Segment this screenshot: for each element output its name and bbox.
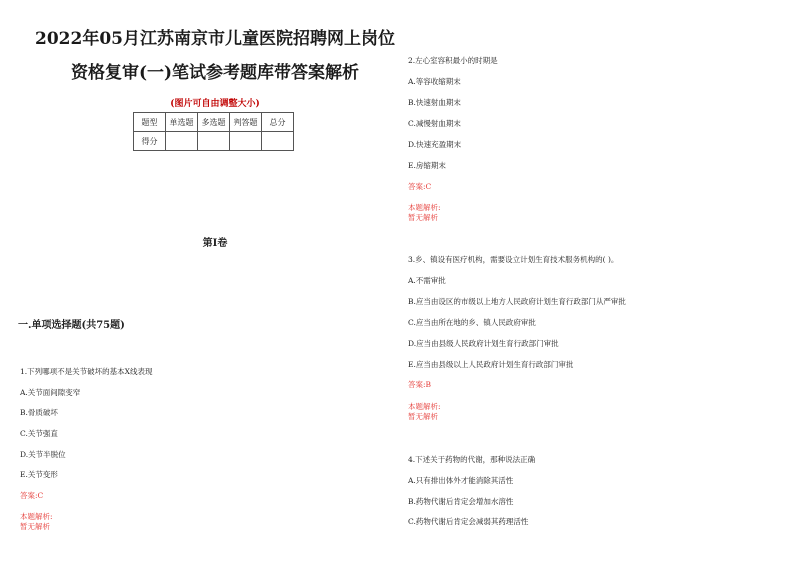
question-option: C.减慢射血期末 xyxy=(408,119,461,128)
score-table-header: 总分 xyxy=(262,113,294,132)
question-option: A.不需审批 xyxy=(408,276,446,285)
question-option: E.应当由县级以上人民政府计划生育行政部门审批 xyxy=(408,360,574,369)
question-stem: 2.左心室容积最小的时期是 xyxy=(408,56,498,65)
section-heading: 一.单项选择题(共75题) xyxy=(18,320,125,331)
question-stem: 3.乡、镇设有医疗机构，需要设立计划生育技术服务机构的( )。 xyxy=(408,255,619,264)
document-title-line-1: 2022年05月江苏南京市儿童医院招聘网上岗位 xyxy=(35,29,395,49)
analysis-text: 暂无解析 xyxy=(408,213,438,222)
question-option: B.骨质破坏 xyxy=(20,408,58,417)
question-option: C.应当由所在地的乡、镇人民政府审批 xyxy=(408,318,536,327)
image-size-note: (图片可自由调整大小) xyxy=(170,99,260,109)
analysis-text: 暂无解析 xyxy=(20,522,50,531)
document-title-line-2: 资格复审(一)笔试参考题库带答案解析 xyxy=(70,63,360,83)
question-option: A.只有排出体外才能消除其活性 xyxy=(408,476,514,485)
answer-label: 答案:B xyxy=(408,380,432,389)
score-table-header-row xyxy=(134,113,294,132)
analysis-label: 本题解析: xyxy=(20,512,53,521)
question-option: C.药物代谢后肯定会减弱其药理活性 xyxy=(408,517,529,526)
analysis-label: 本题解析: xyxy=(408,203,441,212)
answer-label: 答案:C xyxy=(20,491,44,500)
score-cell xyxy=(262,132,294,151)
analysis-label: 本题解析: xyxy=(408,402,441,411)
score-table-score-row xyxy=(134,132,294,151)
score-cell xyxy=(230,132,262,151)
score-cell xyxy=(198,132,230,151)
score-row-label: 得分 xyxy=(134,132,166,151)
score-table-header: 题型 xyxy=(134,113,166,132)
score-table-header: 判答题 xyxy=(230,113,262,132)
question-option: B.快速射血期末 xyxy=(408,98,461,107)
question-option: E.关节变形 xyxy=(20,470,58,479)
volume-heading: 第I卷 xyxy=(202,238,228,249)
question-stem: 1.下列哪项不是关节破坏的基本X线表现 xyxy=(20,367,153,376)
score-table-header: 多选题 xyxy=(198,113,230,132)
question-option: D.应当由县级人民政府计划生育行政部门审批 xyxy=(408,339,559,348)
question-option: B.药物代谢后肯定会增加水溶性 xyxy=(408,497,514,506)
question-option: A.关节面间隙变窄 xyxy=(20,388,81,397)
question-option: B.应当由设区的市级以上地方人民政府计划生育行政部门从严审批 xyxy=(408,297,626,306)
question-option: D.快速充盈期末 xyxy=(408,140,462,149)
score-cell xyxy=(166,132,198,151)
analysis-text: 暂无解析 xyxy=(408,412,438,421)
question-option: A.等容收缩期末 xyxy=(408,77,461,86)
question-stem: 4.下述关于药物的代谢，那种说法正确 xyxy=(408,455,536,464)
score-table xyxy=(133,112,294,151)
question-option: D.关节半脱位 xyxy=(20,450,66,459)
question-option: C.关节强直 xyxy=(20,429,58,438)
score-table-header: 单选题 xyxy=(166,113,198,132)
question-option: E.房缩期末 xyxy=(408,161,446,170)
answer-label: 答案:C xyxy=(408,182,432,191)
